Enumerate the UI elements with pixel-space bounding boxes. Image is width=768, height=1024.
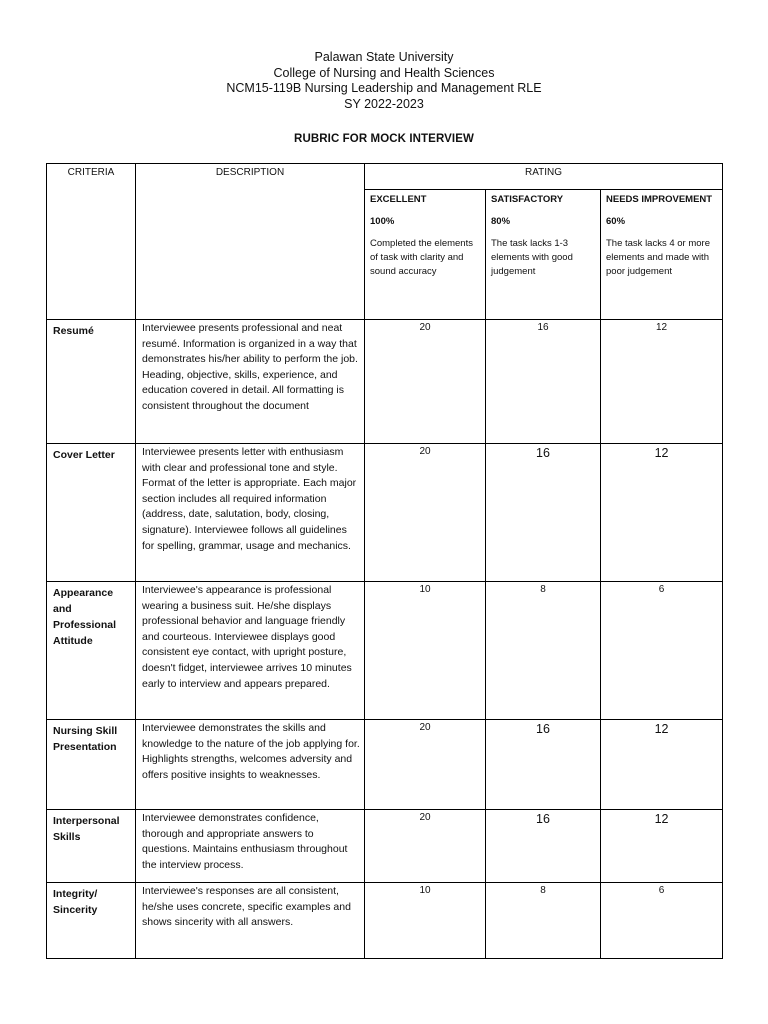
criteria-cell: Cover Letter: [47, 444, 136, 582]
rubric-title: RUBRIC FOR MOCK INTERVIEW: [294, 133, 474, 145]
description-cell: Interviewee demonstrates the skills and knowledge to the nature of the job applying for. Highlights strengths, welcomes adversity and offers positive insights to weaknesses.: [136, 720, 365, 810]
criteria-cell: Interpersonal Skills: [47, 810, 136, 883]
level-percent: 80%: [491, 216, 511, 227]
level-description: The task lacks 4 or more elements and made with poor judgement: [606, 238, 711, 277]
level-percent: 60%: [606, 216, 626, 227]
document-header: [0, 50, 768, 112]
table-row: [47, 582, 723, 720]
score-excellent: 10: [365, 883, 486, 959]
rubric-table: [46, 163, 723, 959]
score-needs-improvement: 12: [601, 720, 723, 810]
level-label: NEEDS IMPROVEMENT: [606, 194, 713, 205]
level-percent: 100%: [370, 216, 395, 227]
score-excellent: 10: [365, 582, 486, 720]
score-needs-improvement: 12: [601, 444, 723, 582]
college-name: College of Nursing and Health Sciences: [273, 65, 495, 80]
level-needs-improvement: [601, 190, 723, 320]
course-title: NCM15-119B Nursing Leadership and Management RLE: [226, 81, 542, 95]
level-excellent: [365, 190, 486, 320]
score-satisfactory: 8: [486, 883, 601, 959]
score-satisfactory: 16: [486, 444, 601, 582]
score-needs-improvement: 6: [601, 883, 723, 959]
score-needs-improvement: 12: [601, 810, 723, 883]
description-cell: Interviewee's appearance is professional wearing a business suit. He/she displays professional behavior and language friendly and courteous. Interviewee displays good consistent eye contact, with upright posture, doesn't fidget, interviewee arrives 10 minutes early to interview and appears prepared.: [136, 582, 365, 720]
description-cell: Interviewee demonstrates confidence, thorough and appropriate answers to questions. Maintains enthusiasm throughout the interview process.: [136, 810, 365, 883]
score-excellent: 20: [365, 320, 486, 444]
level-label: EXCELLENT: [370, 194, 427, 205]
table-row: [47, 810, 723, 883]
score-satisfactory: 16: [486, 320, 601, 444]
criteria-cell: Nursing Skill Presentation: [47, 720, 136, 810]
school-year: SY 2022-2023: [344, 96, 424, 111]
score-satisfactory: 16: [486, 810, 601, 883]
criteria-cell: Resumé: [47, 320, 136, 444]
criteria-cell: Integrity/ Sincerity: [47, 883, 136, 959]
table-row: [47, 883, 723, 959]
criteria-cell: Appearance and Professional Attitude: [47, 582, 136, 720]
score-needs-improvement: 12: [601, 320, 723, 444]
score-satisfactory: 16: [486, 720, 601, 810]
table-header-row: [47, 164, 723, 190]
level-description: The task lacks 1-3 elements with good judgement: [491, 238, 573, 277]
level-label: SATISFACTORY: [491, 194, 564, 205]
description-cell: Interviewee presents professional and neat resumé. Information is organized in a way that demonstrates his/her ability to perform the job. Heading, objective, skills, experience, and education covered in detail. All formatting is consistent throughout the document: [136, 320, 365, 444]
score-excellent: 20: [365, 720, 486, 810]
score-needs-improvement: 6: [601, 582, 723, 720]
score-excellent: 20: [365, 444, 486, 582]
description-header: DESCRIPTION: [136, 164, 365, 320]
level-description: Completed the elements of task with clarity and sound accuracy: [370, 238, 473, 277]
criteria-header: CRITERIA: [47, 164, 136, 320]
level-satisfactory: [486, 190, 601, 320]
table-row: [47, 720, 723, 810]
score-excellent: 20: [365, 810, 486, 883]
score-satisfactory: 8: [486, 582, 601, 720]
rating-header: RATING: [365, 164, 723, 190]
description-cell: Interviewee presents letter with enthusiasm with clear and professional tone and style. Format of the letter is appropriate. Each major section includes all required information (address, date, salutation, body, closing, signature). Interviewee follows all guidelines for spelling, grammar, usage and mechanics.: [136, 444, 365, 582]
university-name: Palawan State University: [314, 50, 454, 64]
table-row: [47, 444, 723, 582]
table-row: [47, 320, 723, 444]
description-cell: Interviewee's responses are all consistent, he/she uses concrete, specific examples and shows sincerity with all answers.: [136, 883, 365, 959]
